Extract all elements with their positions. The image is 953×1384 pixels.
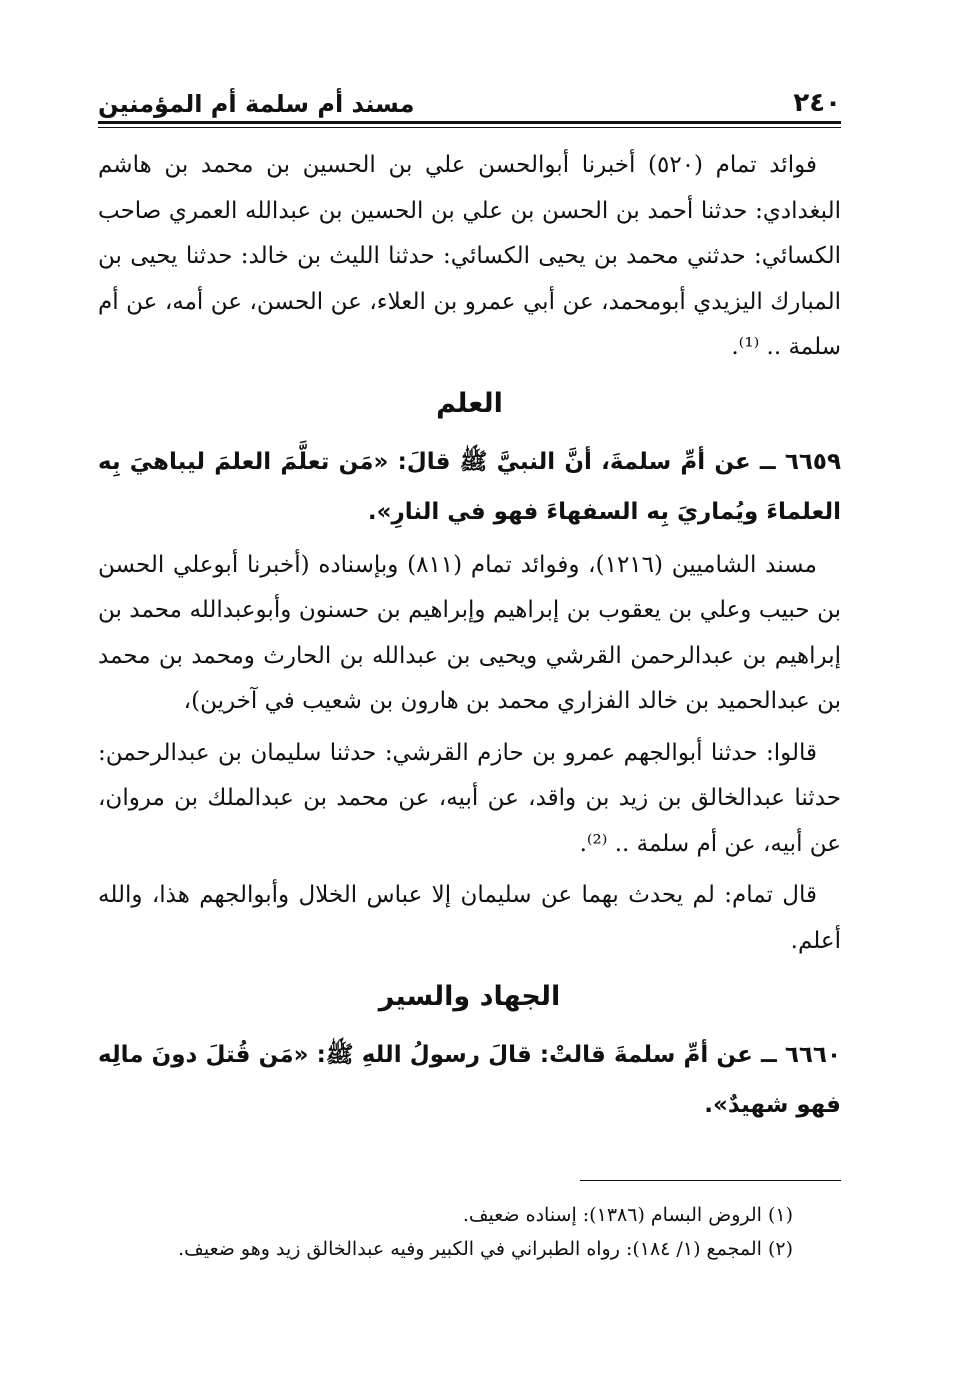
footnote-rule xyxy=(580,1180,841,1181)
isnad-paragraph: قالوا: حدثنا أبوالجهم عمرو بن حازم القرشي: حدثنا سليمان بن عبدالرحمن: حدثنا عبدالخالق بن زيد بن واقد، عن أبيه، عن محمد بن عبدالملك بن مروان، عن أبيه، عن أم سلمة .. ⁽²⁾. xyxy=(98,739,841,857)
running-head xyxy=(98,78,841,118)
footnotes xyxy=(98,1198,841,1266)
running-title: مسند أم سلمة أم المؤمنين xyxy=(98,90,415,118)
hadith-6660: ٦٦٦٠ ــ عن أمِّ سلمةَ قالتْ: قالَ رسولُ اللهِ ﷺ: «مَن قُتلَ دونَ مالِه فهو شهيدٌ». xyxy=(98,1042,841,1118)
footnote-1 xyxy=(98,1198,841,1232)
header-rule xyxy=(98,121,841,124)
footnote-text: الروض البسام (١٣٨٦): إسناده ضعيف. xyxy=(462,1204,762,1226)
footnote-number: (٢) xyxy=(767,1238,793,1260)
footnote-number: (١) xyxy=(767,1204,793,1226)
paragraph-continuation: فوائد تمام (٥٢٠) أخبرنا أبوالحسن علي بن الحسين بن محمد بن هاشم البغدادي: حدثنا أحمد بن الحسن بن علي بن الحسين بن عبدالله العمري صاحب الكسائي: حدثني محمد بن يحيى الكسائي: حدثنا الليث بن خالد: حدثنا يحيى بن المبارك اليزيدي أبومحمد، عن أبي عمرو بن العلاء، عن الحسن، عن أمه، عن أم سلمة .. ⁽¹⁾. xyxy=(98,152,841,360)
section-title-knowledge: العلم xyxy=(436,387,503,419)
footnote-text: المجمع (١/ ١٨٤): رواه الطبراني في الكبير وفيه عبدالخالق زيد وهو ضعيف. xyxy=(178,1238,762,1260)
hadith-6659: ٦٦٥٩ ــ عن أمِّ سلمةَ، أنَّ النبيَّ ﷺ قالَ: «مَن تعلَّمَ العلمَ ليباهيَ بِه العلماءَ ويُماريَ بِه السفهاءَ فهو في النارِ». xyxy=(98,448,841,525)
takhrij-paragraph: مسند الشاميين (١٢١٦)، وفوائد تمام (٨١١) وبإسناده (أخبرنا أبوعلي الحسن بن حبيب وعلي بن يعقوب بن إبراهيم وإبراهيم بن حسنون وأبوعبدالله محمد بن إبراهيم بن عبدالرحمن القرشي ويحيى بن عبدالله بن الحارث ومحمد بن محمد بن عبدالحميد بن خالد الفزاري محمد بن هارون بن شعيب في آخرين)، xyxy=(98,551,841,714)
footnote-2 xyxy=(98,1232,841,1266)
main-text xyxy=(98,143,841,1136)
page-number: ٢٤٠ xyxy=(793,88,841,118)
section-title-jihad: الجهاد والسير xyxy=(378,981,561,1012)
tammam-comment: قال تمام: لم يحدث بهما عن سليمان إلا عباس الخلال وأبوالجهم هذا، والله أعلم. xyxy=(98,882,841,954)
header-rule-thin xyxy=(98,127,841,128)
